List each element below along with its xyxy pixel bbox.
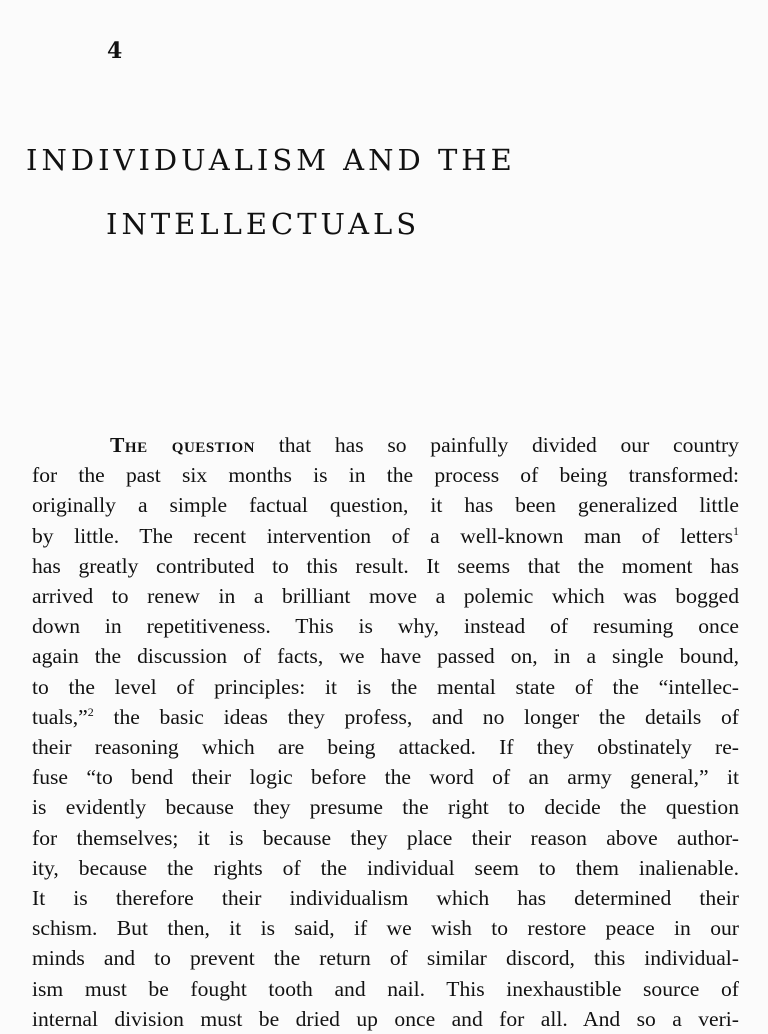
body-paragraph (32, 430, 739, 1034)
text-line: again the discussion of facts, we have passed on, in a single bound, (32, 644, 739, 669)
text-line: is evidently because they presume the right to decide the question (32, 795, 739, 820)
chapter-title (26, 128, 746, 256)
text-line: It is therefore their individualism which has determined their (32, 886, 739, 911)
text-segment: tuals,” (32, 704, 88, 729)
opening-smallcaps: The question (110, 433, 255, 457)
text-line: schism. But then, it is said, if we wish to restore peace in our (32, 916, 739, 941)
text-line: for the past six months is in the process of being transformed: (32, 463, 739, 488)
text-line (32, 521, 739, 551)
text-line: internal division must be dried up once and for all. And so a veri- (32, 1006, 739, 1031)
text-line (32, 702, 739, 732)
text-line: minds and to prevent the return of similar discord, this individual- (32, 946, 739, 971)
footnote-marker-1: 1 (733, 523, 739, 538)
chapter-title-line-2: INTELLECTUALS (106, 207, 421, 241)
text-segment: the basic ideas they profess, and no longer the details of (93, 704, 739, 729)
text-line: fuse “to bend their logic before the word of an army general,” it (32, 765, 739, 790)
text-segment: by little. The recent intervention of a well-known man of letters (32, 523, 733, 548)
text-line: to the level of principles: it is the mental state of the “intellec- (32, 674, 739, 699)
text-line: for themselves; it is because they place their reason above author- (32, 825, 739, 850)
chapter-title-line-1: INDIVIDUALISM AND THE (26, 143, 516, 177)
text-line: their reasoning which are being attacked. If they obstinately re- (32, 735, 739, 760)
footnote-marker-2: 2 (87, 704, 94, 719)
text-line: down in repetitiveness. This is why, instead of resuming once (32, 614, 739, 639)
text-line (32, 430, 739, 460)
text-line: ity, because the rights of the individual seem to them inalienable. (32, 855, 739, 880)
text-line: originally a simple factual question, it has been generalized little (32, 493, 739, 518)
chapter-number: 4 (107, 38, 123, 64)
text-segment: that has so painfully divided our country (255, 433, 739, 457)
text-line: arrived to renew in a brilliant move a polemic which was bogged (32, 584, 739, 609)
text-line: has greatly contributed to this result. It seems that the moment has (32, 553, 739, 578)
text-line: ism must be fought tooth and nail. This inexhaustible source of (32, 976, 739, 1001)
